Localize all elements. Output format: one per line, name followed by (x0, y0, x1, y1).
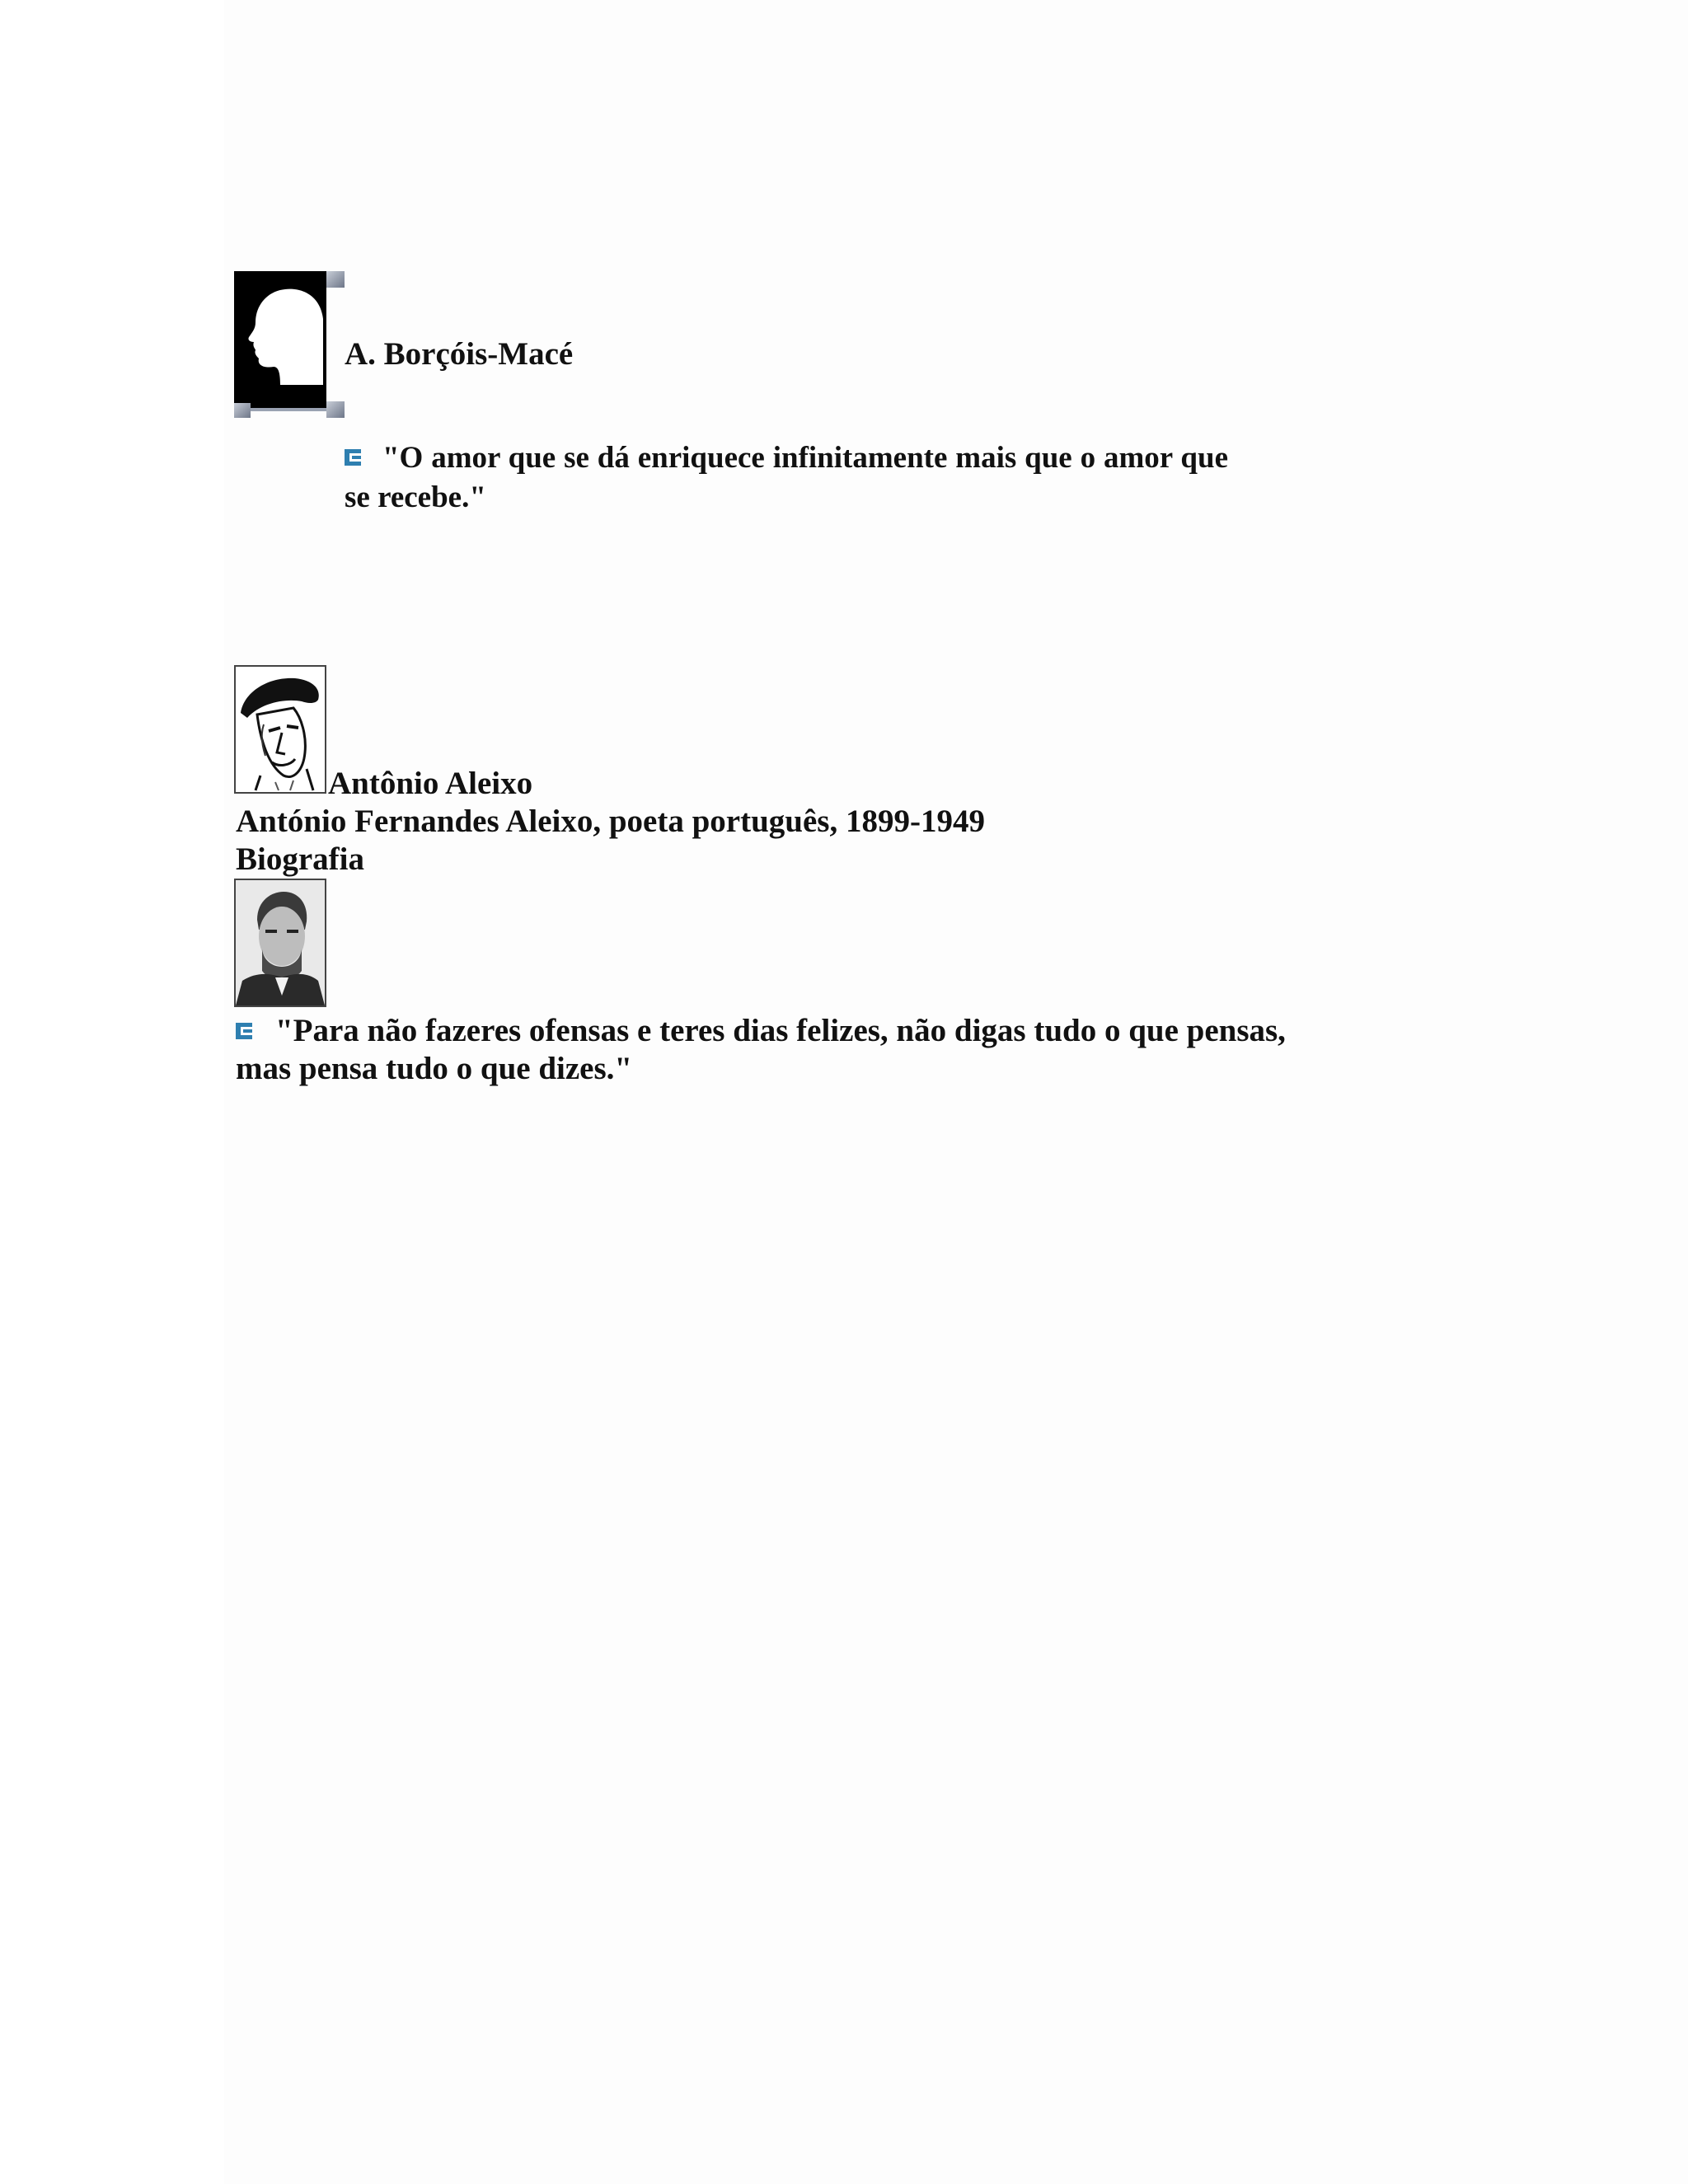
quote-body: "O amor que se dá enriquece infinitamente mais que o amor que se recebe." (345, 441, 1228, 514)
head-silhouette-icon (234, 271, 345, 418)
author-name: A. Borçóis-Macé (345, 336, 574, 372)
bullet-icon (345, 437, 361, 453)
portrait-photo-icon (234, 879, 326, 1007)
quote-text (236, 1010, 1340, 1088)
biography-link[interactable]: Biografia (236, 841, 364, 877)
author-name: Antônio Aleixo (328, 766, 533, 801)
bullet-icon (236, 1010, 252, 1027)
page-background (224, 0, 1688, 2184)
caricature-portrait-icon (234, 665, 326, 794)
author-fullname: António Fernandes Aleixo, poeta português, 1899-1949 (236, 804, 985, 839)
quote-text (345, 437, 1228, 518)
quote-body: "Para não fazeres ofensas e teres dias felizes, não digas tudo o que pensas, mas pensa tudo o que dizes." (236, 1013, 1286, 1086)
